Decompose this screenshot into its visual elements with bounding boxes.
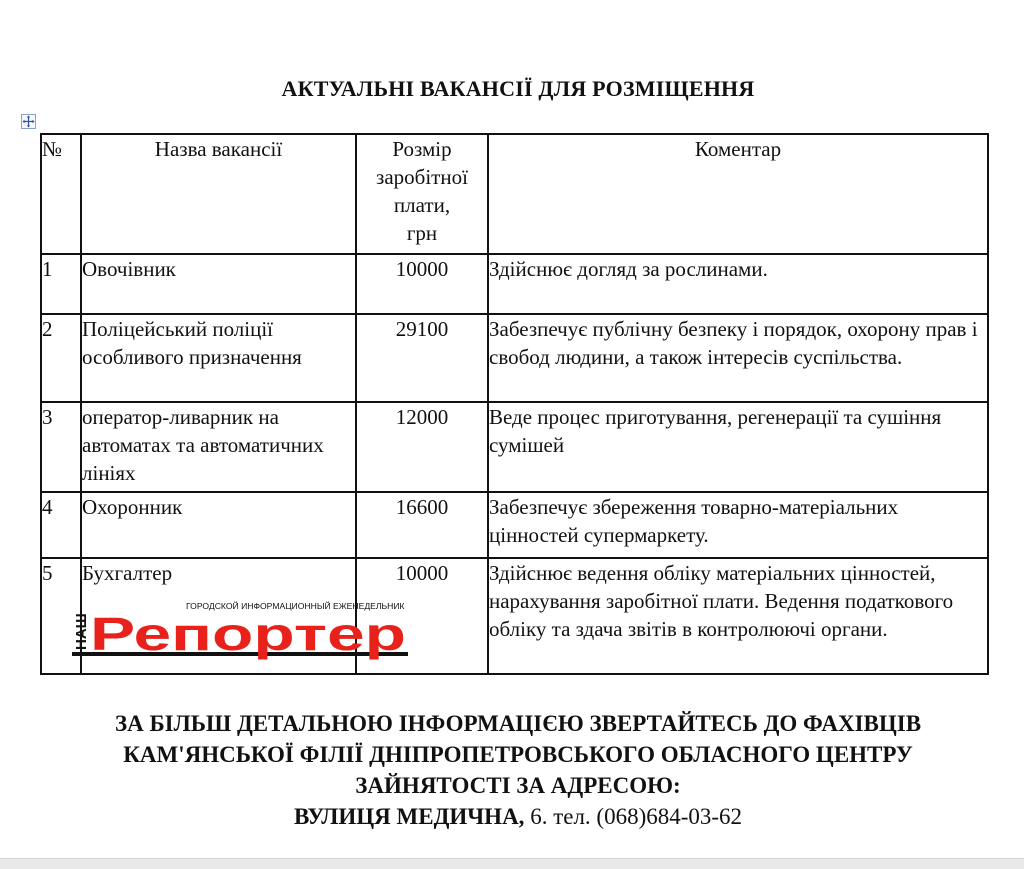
row-vacancy-name: оператор-ливарник на автоматах та автоматичних лініях <box>81 402 356 492</box>
row-number: 3 <box>41 402 81 492</box>
logo-main-text: Репортер <box>90 608 406 660</box>
footer-address-street: ВУЛИЦЯ МЕДИЧНА, <box>293 804 531 829</box>
footer-line: ЗАЙНЯТОСТІ ЗА АДРЕСОЮ: <box>355 773 681 798</box>
row-salary: 10000 <box>356 254 488 314</box>
header-salary-line: Розмір <box>392 137 452 161</box>
row-comment: Здійснює догляд за рослинами. <box>488 254 988 314</box>
footer-address-phone: 6. тел. (068)684-03-62 <box>530 804 743 829</box>
header-number: № <box>41 134 81 254</box>
row-number: 1 <box>41 254 81 314</box>
nash-reporter-logo <box>72 600 408 660</box>
row-comment: Забезпечує збереження товарно-матеріальних цінностей супермаркету. <box>488 492 988 558</box>
row-vacancy-name: Овочівник <box>81 254 356 314</box>
table-row <box>41 254 988 314</box>
table-move-handle-icon[interactable] <box>21 114 36 129</box>
table-row <box>41 492 988 558</box>
footer-address-text <box>294 804 742 829</box>
row-salary: 12000 <box>356 402 488 492</box>
row-vacancy-name: Бухгалтер <box>81 558 356 674</box>
row-salary: 10000 <box>356 558 488 674</box>
row-number: 5 <box>41 558 81 674</box>
window-bottom-edge <box>0 858 1024 869</box>
contact-footer <box>0 708 1024 832</box>
row-comment: Забезпечує публічну безпеку і порядок, охорону прав і свобод людини, а також інтересів суспільства. <box>488 314 988 402</box>
header-salary-line: плати, <box>393 193 451 217</box>
table-row <box>41 314 988 402</box>
row-salary: 16600 <box>356 492 488 558</box>
row-number: 4 <box>41 492 81 558</box>
row-vacancy-name: Поліцейський поліції особливого призначення <box>81 314 356 402</box>
row-comment: Веде процес приготування, регенерації та сушіння сумішей <box>488 402 988 492</box>
document-title: АКТУАЛЬНІ ВАКАНСІЇ ДЛЯ РОЗМІЩЕННЯ <box>281 76 755 101</box>
row-comment: Здійснює ведення обліку матеріальних цінностей, нарахування заробітної плати. Ведення податкового обліку та здача звітів в контролюючі органи. <box>488 558 988 674</box>
logo-side-text: НАШ <box>73 613 90 650</box>
header-salary-line: заробітної <box>376 165 468 189</box>
header-salary-line: грн <box>406 221 438 245</box>
logo-tagline: ГОРОДСКОЙ ИНФОРМАЦИОННЫЙ ЕЖЕНЕДЕЛЬНИК <box>186 601 405 611</box>
vacancies-table <box>40 133 989 675</box>
row-number: 2 <box>41 314 81 402</box>
table-header-row <box>41 134 988 254</box>
footer-address <box>0 801 1024 832</box>
row-salary: 29100 <box>356 314 488 402</box>
footer-line: ЗА БІЛЬШ ДЕТАЛЬНОЮ ІНФОРМАЦІЄЮ ЗВЕРТАЙТЕСЬ ДО ФАХІВЦІВ <box>114 711 922 736</box>
footer-line: КАМ'ЯНСЬКОЇ ФІЛІЇ ДНІПРОПЕТРОВСЬКОГО ОБЛАСНОГО ЦЕНТРУ <box>123 742 913 767</box>
header-vacancy-name: Назва вакансії <box>81 134 356 254</box>
table-row <box>41 402 988 492</box>
header-salary <box>356 134 488 254</box>
header-comment: Коментар <box>488 134 988 254</box>
row-vacancy-name: Охоронник <box>81 492 356 558</box>
